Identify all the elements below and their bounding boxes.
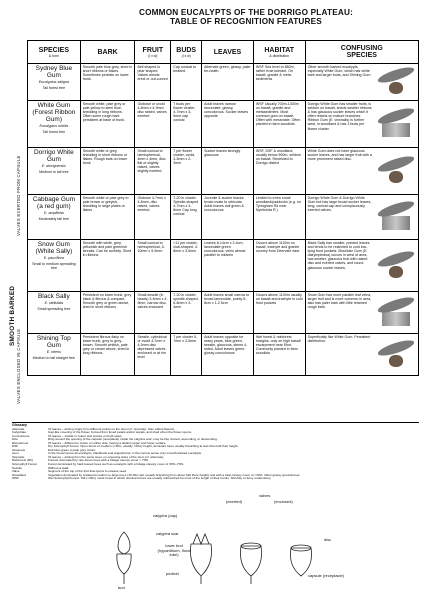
- species-name: Black Sally: [37, 293, 70, 300]
- capsule-illustrations: [190, 534, 311, 584]
- bark-cell: Smooth white or pale grey to pale brown or greyish, shedding in large plates or flakes: [80, 195, 135, 239]
- species-cell: [28, 64, 80, 100]
- glossary-term: Disc: [12, 437, 19, 442]
- side-label-smooth-barked: SMOOTH BARKED: [9, 285, 16, 347]
- specimen-images: [376, 149, 416, 193]
- species-habit: Medium to tall tree: [39, 170, 69, 175]
- fruit-image: [389, 171, 403, 183]
- fruit-image: [389, 355, 403, 367]
- glossary-definition: Vegetation dominated by scattered medium to large trees (15-30m tall, usually branching from about half there height) and with a total canopy cover of <30%. Often grassy groundcover.: [48, 472, 301, 477]
- glossary-definition: In the broad sense all eucalypts, blackbutts and angophoras; in the narrow sense only smooth-barked eucalypts.: [48, 451, 202, 456]
- confusing-species-text: Dorrigo White Gum has smaller fruits, is seldom on basalt, sheds smaller ribbons & has glaucous sucker leaves which it often retains on mature branches. Ribbon Gum (E. viminalis) is further west, in woodland & has 3 buds per flower cluster.: [307, 102, 372, 131]
- table-row: [28, 239, 418, 291]
- header-species: [28, 41, 80, 63]
- bark-image: [382, 123, 410, 137]
- side-label-valves-exerted: VALVES EXERTED FROM CAPSULE: [16, 155, 21, 237]
- label-disc: disc: [324, 537, 332, 542]
- glossary-definition: Forest dominated by hard-leaved trees such as eucalypts with a foliage canopy cover of 30%–70%.: [48, 462, 185, 467]
- confusing-species-text: Snow Gum has more parallel leaf veins, larger fruit and is more common in area, also has paler bark with little retained rough bark.: [307, 293, 372, 310]
- species-habit: Moderately tall tree: [38, 217, 70, 222]
- capsule-enclosed-shape: [240, 546, 261, 576]
- glossary-term: Opposite: [12, 454, 25, 459]
- confusing-species-cell: [305, 64, 418, 100]
- species-cell: [28, 292, 80, 333]
- glossary-term: Sessile: [12, 465, 22, 470]
- specimen-images: [376, 293, 416, 332]
- confusing-species-cell: [305, 101, 418, 147]
- table-row: [28, 63, 418, 100]
- header-bark-label: BARK: [97, 48, 118, 56]
- fruit-image: [389, 266, 403, 278]
- header-bark: [80, 41, 135, 63]
- bark-cell: Persistent on lower trunk, grey black & fibrous & compact. Smooth grey or green above, shed in short ribbons: [80, 292, 135, 333]
- species-scientific-name: E. dorrigoensis: [41, 164, 66, 168]
- species-name: Snow Gum (White Sally): [35, 241, 73, 255]
- bud-lower-shape: [117, 554, 131, 574]
- leaves-cell: Adult leaves opposite for many years, blue-green, sessile, glaucous, stems 4-sided. Adult leaves green-glossy concolorous: [201, 334, 253, 375]
- species-scientific-name: Eucalyptus nobilis: [39, 124, 69, 128]
- fruit-cell: Small sessile (in heads) 3-5mm x 4-5mm, narrow disc, valves enclosed: [134, 292, 170, 333]
- confusing-species-text: Other smooth barked eucalypts, especially White Gum, which has white bark and larger buds, and Shining Gum.: [307, 65, 372, 78]
- specimen-images: [376, 65, 416, 99]
- bark-cell: Smooth pale blue-grey, shed in short ribbons or flakes. Sometimes persists on lower trunk.: [80, 64, 135, 100]
- title-line-2: TABLE OF RECOGNITION FEATURES: [170, 17, 322, 26]
- label-calyptra-scar: calyptra scar: [156, 531, 179, 536]
- species-habit: Small to medium spreading tree: [32, 262, 76, 271]
- leaves-cell: Adult leaves narrow lanceolate, glossy, concolorous. Sucker leaves opposite: [201, 101, 253, 147]
- fruit-cell: Bell shaped to pear shaped. Valves almost erect or out-curved: [134, 64, 170, 100]
- glossary-definition: Ring around the opening of the capsule (receptacle) inside the calyptra scar; may be flat, domed, ascending, or descending.: [48, 437, 218, 442]
- bark-cell: Smooth white, pale grey or pale yellow to steel blue, shedding in long ribbons. Often some rough bark persistent at base of trunk.: [80, 101, 135, 147]
- species-habit: Tall forest tree: [42, 86, 66, 91]
- fruit-cell: Globose or ovoid 4-8mm x 4-9mm disc raised, valves exerted: [134, 101, 170, 147]
- species-cell: [28, 240, 80, 291]
- leaves-cell: Leaves 8-14cm x 2-4cm, lanceolate green concolorous, veins almost parallel to midvein: [201, 240, 253, 291]
- specimen-images: [376, 335, 416, 374]
- table-header-row: [28, 41, 418, 63]
- species-cell: [28, 195, 80, 239]
- glossary-title: Glossary: [12, 423, 27, 427]
- fruit-cell: Sessile, cylindrical or ovoid 4-7mm x 4-5mm disc depressed valves enclosed or at rim level: [134, 334, 170, 375]
- label-enclosed: (enclosed): [274, 499, 293, 504]
- glossary-definition: Segment of the top of the fruit that opens to release seed.: [48, 469, 127, 474]
- species-cell: [28, 334, 80, 375]
- header-confusing-label-2: SPECIES: [346, 52, 377, 59]
- glossary-term: Concolorous: [12, 433, 30, 438]
- species-name: Sydney Blue Gum: [35, 65, 73, 79]
- habitat-cell: Wet forest & rainforest margins, only on high basalt escarpment near Ebor. Commonly planted in farm woodlots: [253, 334, 305, 375]
- habitat-cell: Occurs above 1100m usually on basalt and trachyte in cold frost pockets: [253, 292, 305, 333]
- confusing-species-cell: [305, 195, 418, 239]
- species-cell: [28, 148, 80, 194]
- fruit-image: [389, 82, 403, 94]
- confusing-species-cell: [305, 148, 418, 194]
- glossary-definition: Forests dominated by rain-forest trees with a foliage canopy cover > 70%.: [48, 458, 150, 463]
- leaves-cell: Juvenile & sucker leaves broad ovate to orbicular. Adult leaves dull green & concolorous: [201, 195, 253, 239]
- glossary-definition: Cap-like covering of the flower, formed from fused petals and/or sepals, and shed when the flower opens.: [48, 430, 192, 435]
- table-row: [28, 194, 418, 239]
- confusing-species-text: White Gum does not have glaucous sucker leaves, and has larger fruit with a more prominent raised disc.: [307, 149, 372, 162]
- bark-image: [382, 216, 410, 230]
- species-habit: Tall forest tree: [42, 130, 66, 135]
- confusing-species-cell: [305, 292, 418, 333]
- bud-illustration: [117, 532, 131, 584]
- recognition-table: [27, 40, 419, 376]
- header-confusing-label: CONFUSING: [340, 45, 383, 52]
- glossary-term: Sclerophyll Forest: [12, 462, 37, 467]
- confusing-species-text: Dorrigo White Gum & Dorrigo White Gum but has large broad sucker leaves, long, conical cap and conspicuously exerted valves.: [307, 196, 372, 213]
- leaves-cell: Alternate green, glossy, paler be-neath.: [201, 64, 253, 100]
- habitat-cell: WSF Usually 700m-1300m on basalt, granite and metasediment. Most common gum on basalt. Often with messmate. Often planted in farm woodlots: [253, 101, 305, 147]
- header-fruit-label: FRUIT: [142, 46, 164, 54]
- bark-cell: Smooth white or grey, shedding in short ribbons or flakes. Rough bark on lower trunk: [80, 148, 135, 194]
- species-scientific-name: Eucalyptus saligna: [38, 80, 69, 84]
- title-line-1: COMMON EUCALYPTS OF THE DORRIGO PLATEAU:: [138, 8, 354, 17]
- habitat-cell: WSF, DSF & woodland, usually below 900m, seldom on basalt. Restricted to Dorrigo district: [253, 148, 305, 194]
- species-habit: Small spreading tree: [37, 307, 71, 312]
- fruit-cell: Globose 4-7mm x 4-8mm, disc raised, valves exerted.: [134, 195, 170, 239]
- header-buds: [170, 41, 201, 63]
- confusing-species-text: Black Sally has smaller, pointed leaves and tends to be restricted to cold low-lying frost pockets. Mountain Gum (E. dalrympleana) occurs in west of area, has smaller, glaucous fruit with raised disc and exerted valves, and round glaucous sucker leaves.: [307, 241, 370, 270]
- buds-cell: 7 buds per flower cluster, 4-7mm x 3-5mm cap conical: [170, 101, 201, 147]
- specimen-images: [376, 196, 416, 238]
- label-valves: valves: [259, 493, 271, 498]
- eucalypt-fruit-diagram: [96, 524, 356, 594]
- glossary-term: Alternate: [12, 426, 25, 431]
- habitat-cell: WSF Sea level to 880m, rather frost tolerant. On basalt, granite & meta-sediments: [253, 64, 305, 100]
- leaves-cell: Adult leaves small narrow to broad lanceolate, pointy 5-8cm x 1-2.5cm: [201, 292, 253, 333]
- glossary-term: Valve: [12, 469, 20, 474]
- buds-cell: 7-20 in cluster. Spindle-shaped 4-7mm x 4-8mm Cap long conical: [170, 195, 201, 239]
- bark-image: [382, 312, 410, 326]
- table-row: [28, 147, 418, 194]
- species-name: White Gum (Forest Ribbon Gum): [32, 102, 76, 123]
- header-species-sub: & form: [48, 53, 59, 58]
- label-calyptra: calyptra (cap): [153, 513, 178, 518]
- header-buds-sub: (l x w): [181, 53, 191, 58]
- specimen-images: [376, 241, 416, 290]
- header-habitat-sub: & distribution: [269, 53, 290, 58]
- capsule-receptacle-shape: [290, 548, 311, 576]
- header-buds-label: BUDS: [176, 46, 197, 54]
- species-name: Cabbage Gum (a red gum): [32, 196, 75, 210]
- label-capsule: capsule (receptacle): [307, 573, 345, 578]
- header-leaves-label: LEAVES: [213, 48, 242, 56]
- species-name: Dorrigo White Gum: [33, 149, 74, 163]
- bark-cell: Smooth with white, grey, yellowish and pale greenish streaks. Can be scribbly. Shed in ribbons: [80, 240, 135, 291]
- glossary-list: [12, 428, 419, 481]
- glossary-definition: Of leaves – similar in colour and texture on both sides.: [48, 433, 123, 438]
- glossary-term: Discolorous: [12, 440, 29, 445]
- species-name: Shining Top Gum: [36, 335, 71, 349]
- label-bud: bud: [118, 585, 125, 590]
- header-fruit: [134, 41, 170, 63]
- specimen-images: [376, 102, 416, 146]
- bud-cap-shape: [118, 532, 130, 554]
- glossary-definition: Wet Sclerophyll Forest. Tall (>30m) moist forest in which dominant trees are usually unbranched for most of the length of their trunks. Shrubby or ferny understorey.: [48, 476, 272, 481]
- glossary-definition: Of leaves – arising from the same level, on opposing sides of the stem (cf. alternate).: [48, 454, 165, 459]
- header-habitat-label: HABITAT: [264, 46, 295, 54]
- buds-cell: <11 per cluster, club-shaped, 4-8mm x 3-5mm: [170, 240, 201, 291]
- label-exerted: (exerted): [226, 499, 243, 504]
- label-lower-bud: lower bud (hypanthium, floral tube): [157, 543, 191, 557]
- capsule-exerted-valves: [193, 534, 209, 544]
- fruit-cell: Small conical to hemispherical, 4mm x 4mm, disc flat or slightly raised, valves slightly exerted: [134, 148, 170, 194]
- buds-cell: 7-20 in cluster, spindle-shaped, 6-8mm x 3-4mm: [170, 292, 201, 333]
- habitat-cell: Occurs above 1100m on basalt, trachyte and granite country from Deervale east.: [253, 240, 305, 291]
- glossary-entry: [12, 477, 419, 481]
- confusing-species-cell: [305, 240, 418, 291]
- bark-cell: Persistent fibrous flaky on lower trunk, grey to grey-brown. Smooth whitish, pale grey or cream above, shed in long ribbons.: [80, 334, 135, 375]
- glossary-term: WSF: [12, 476, 19, 481]
- confusing-species-text: Superficially like White Gum. Persistent distribution.: [307, 335, 371, 344]
- species-scientific-name: E. nitens: [46, 350, 61, 354]
- leaves-cell: Sucker leaves strongly glaucous: [201, 148, 253, 194]
- species-scientific-name: E. amplifolia: [44, 211, 64, 215]
- side-label-valves-enclosed: VALVES ENCLOSED IN CAPSULE: [16, 328, 21, 404]
- table-row: [28, 333, 418, 375]
- species-cell: [28, 101, 80, 147]
- habitat-cell: Limited to a few small woodland/paddocks (e.g. on Tyringham Rd near Nymboida R.): [253, 195, 305, 239]
- header-confusing-species: [305, 41, 418, 63]
- page-title: [116, 8, 376, 26]
- label-pedicel: pedicel: [166, 571, 179, 576]
- glossary: [12, 422, 419, 481]
- glossary-definition: Without a stalk.: [48, 465, 70, 470]
- species-scientific-name: E. stellulata: [44, 301, 64, 305]
- confusing-species-cell: [305, 334, 418, 375]
- header-species-label: SPECIES: [38, 46, 70, 54]
- buds-cell: 7 per flower cluster, ovoid, 3-5mm x 2-3mm: [170, 148, 201, 194]
- species-scientific-name: E. pauciflora: [43, 256, 64, 260]
- species-habit: Medium to tall straight tree: [32, 356, 76, 361]
- glossary-definition: Of leaves – arising singly from different points on the stem (cf. opposite). Also called disjunct.: [48, 426, 176, 431]
- glossary-definition: Of leaves – different in colour on either side, having a distinct upper and lower surface.: [48, 440, 167, 445]
- glossary-definition: Dull blue-green to pale grey colour.: [48, 447, 96, 452]
- table-row: [28, 291, 418, 333]
- header-habitat: [253, 41, 305, 63]
- glossary-term: Glaucous: [12, 447, 26, 452]
- header-leaves: [201, 41, 253, 63]
- header-fruit-sub: (l x w): [148, 53, 158, 58]
- glossary-term: Calyptrate: [12, 430, 27, 435]
- buds-cell: 7 per cluster 5-7mm x 3-5mm: [170, 334, 201, 375]
- glossary-term: Rainforest (RF): [12, 458, 34, 463]
- glossary-definition: Dry Sclerophyll Forest. Open forest of medium (<30m, usually <20m) height, dominant trees usually branching at less than half their height.: [48, 444, 239, 449]
- fruit-cell: Small conical to hemispherical, 5-10mm x 5-9mm: [134, 240, 170, 291]
- table-row: [28, 100, 418, 147]
- glossary-term: DSF: [12, 444, 19, 449]
- page: [6, 6, 419, 594]
- buds-cell: Cap conical to beaked.: [170, 64, 201, 100]
- glossary-term: Gum: [12, 451, 19, 456]
- glossary-term: Woodland: [12, 472, 26, 477]
